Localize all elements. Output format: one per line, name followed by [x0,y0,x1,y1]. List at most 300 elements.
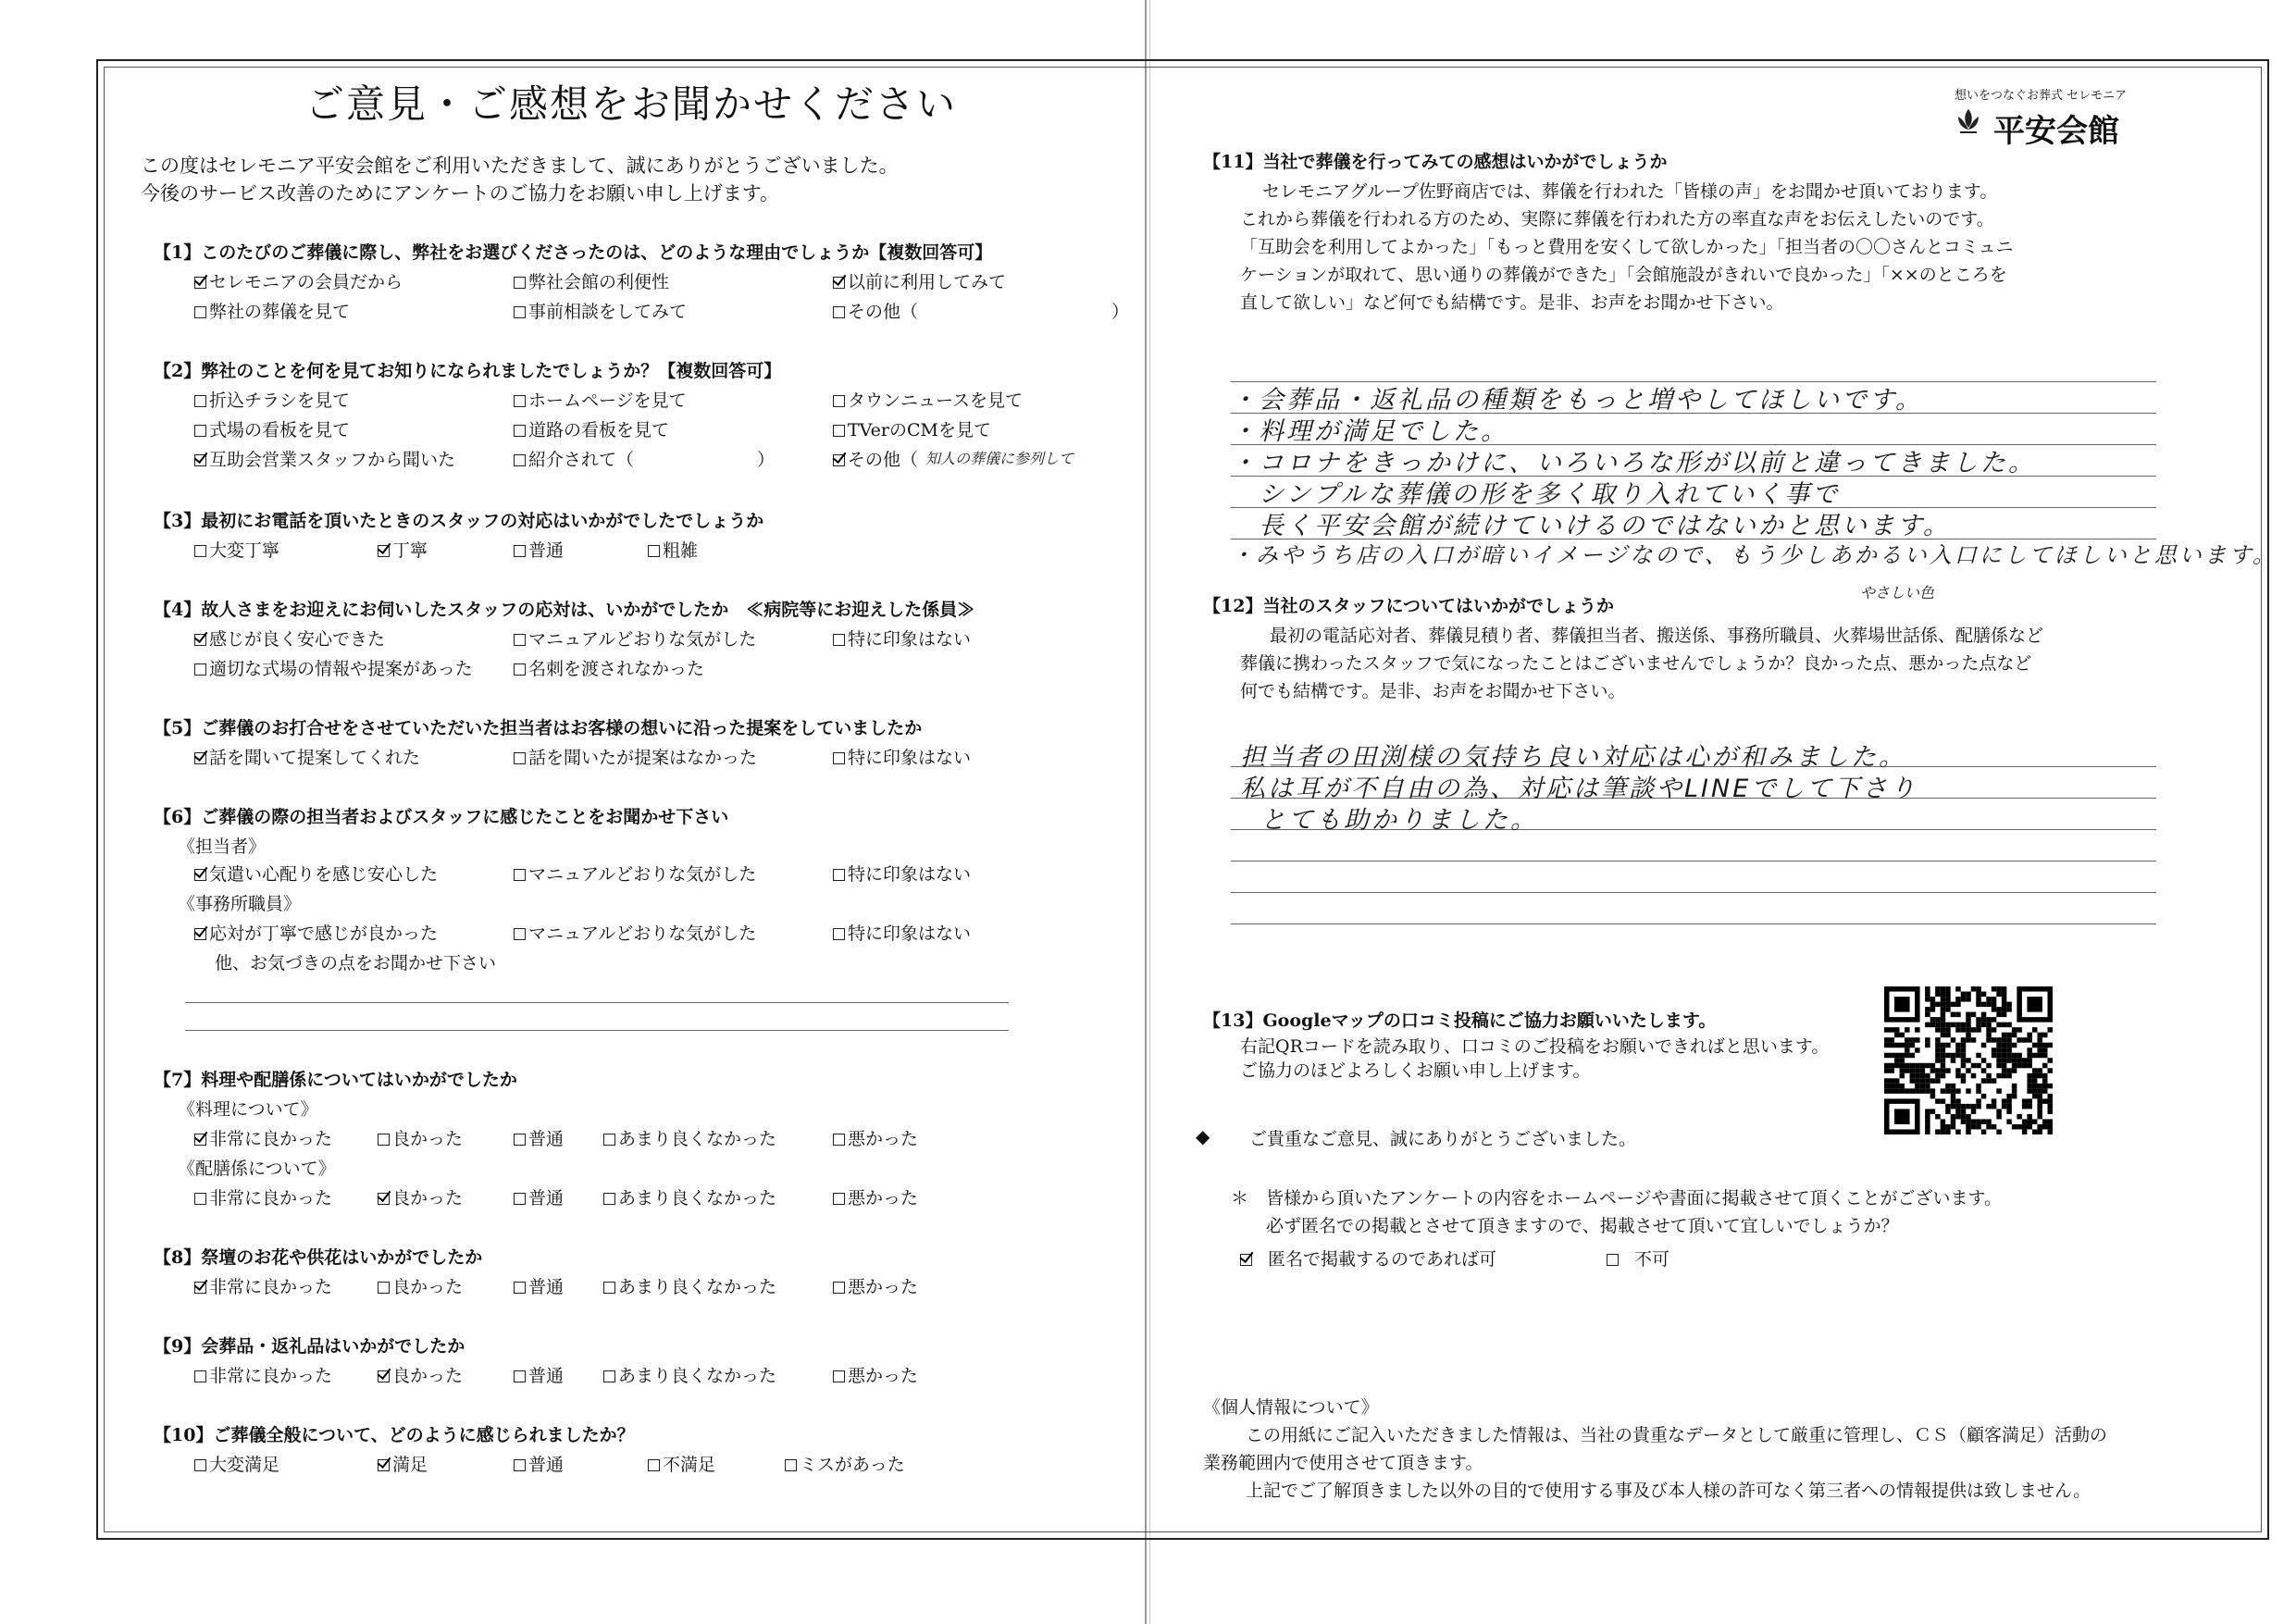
qr-code[interactable] [1884,986,2053,1134]
qr-module [1961,997,1967,1002]
q10-option-1-checkbox[interactable] [378,1459,390,1471]
qr-module [1961,1058,1967,1063]
qr-module [1945,1033,1951,1038]
q7-food-option-2-checkbox[interactable] [514,1134,526,1146]
q2-option-7[interactable] [514,446,775,471]
q10-option-3-checkbox[interactable] [648,1459,660,1471]
q8-label: 【8】祭壇のお花や供花はいかがでしたか [154,1247,483,1268]
q10-option-2[interactable] [514,1451,564,1476]
qr-module [1971,1063,1977,1069]
q7-food-option-3-checkbox[interactable] [603,1134,615,1146]
q11-handwritten-line-5: ・みやうち店の入口が暗いイメージなので、もう少しあかるい入口にしてほしいと思います。 [1231,542,2277,568]
qr-module [1992,1104,1997,1110]
publish-anonymous-label: 匿名で掲載するのであれば可 [1268,1249,1497,1270]
qr-module [2012,1124,2017,1130]
qr-module [1935,1023,1941,1028]
q1-option-5[interactable] [833,298,1129,323]
q10-option-0[interactable] [194,1451,279,1476]
q7-food-option-2[interactable] [514,1125,564,1150]
qr-module [1951,1114,1956,1120]
q6-staff-option-0-checkbox[interactable] [194,869,206,881]
qr-module [2047,1058,2053,1063]
qr-module [1945,1053,1951,1059]
qr-module [2006,1094,2012,1099]
qr-module [1992,1078,1997,1084]
qr-module [1945,1043,1951,1048]
qr-module [1941,1124,1946,1130]
q1-option-1-label: 弊社会館の利便性 [528,272,670,292]
qr-module [1971,1119,1977,1124]
q9-option-4-checkbox[interactable] [833,1370,845,1382]
q11-handwritten-line-1: ・料理が満足でした。 [1231,417,1508,446]
qr-module [1935,1053,1941,1059]
q7-serving-option-0-checkbox[interactable] [194,1193,206,1205]
q8-option-4-checkbox[interactable] [833,1282,845,1294]
q7-serving-option-1-checkbox[interactable] [378,1193,390,1205]
qr-module [1976,1053,1981,1059]
q7-serving-option-0[interactable] [194,1184,332,1209]
qr-module [1925,1109,1930,1114]
qr-module [1894,1063,1900,1069]
qr-module [2002,1068,2007,1073]
qr-module [1894,1088,1900,1094]
q2-option-2-label: タウンニュースを見て [848,391,1024,411]
q6-staff-option-1-checkbox[interactable] [514,869,526,881]
qr-module [2022,1119,2028,1124]
q5-option-2[interactable] [833,744,971,769]
qr-module [1935,1129,1941,1134]
q3-option-1-checkbox[interactable] [378,545,390,557]
q8-option-2[interactable] [514,1273,564,1298]
q7-food-option-0[interactable] [194,1125,332,1150]
qr-module [2002,986,2007,992]
q2-option-3[interactable] [194,416,350,441]
q7-serving-option-4-label: 悪かった [848,1188,919,1209]
qr-module [1951,1023,1956,1028]
qr-module [1935,1068,1941,1073]
qr-module [2002,1033,2007,1038]
q2-option-5-checkbox[interactable] [833,425,845,437]
qr-module [2002,1023,2007,1028]
q7-food-option-0-checkbox[interactable] [194,1134,206,1146]
qr-module [1890,1027,1895,1033]
qr-module [1961,1048,1967,1053]
q7-serving-option-2-checkbox[interactable] [514,1193,526,1205]
qr-module [2027,1084,2032,1089]
qr-module [2002,1058,2007,1063]
qr-module [1966,1124,1971,1130]
q8-option-4[interactable] [833,1273,918,1298]
qr-module [1890,1037,1895,1043]
qr-module [1900,1088,1905,1094]
qr-module [1986,1124,1992,1130]
q1-option-2-label: 以前に利用してみて [848,272,1007,292]
qr-module [2006,1048,2012,1053]
qr-module [1955,1043,1961,1048]
qr-module [1941,1017,1946,1023]
qr-module [1920,1088,1926,1094]
qr-module [1971,1037,1977,1043]
publish-anonymous-checkbox[interactable] [1240,1254,1252,1266]
q1-option-4-checkbox[interactable] [514,306,526,318]
q10-option-4[interactable] [785,1451,905,1476]
qr-module [1971,1109,1977,1114]
q2-option-0-label: 折込チラシを見て [209,391,351,411]
q1-option-3-checkbox[interactable] [194,306,206,318]
qr-module [1966,1033,1971,1038]
q8-option-2-label: 普通 [528,1277,565,1297]
q8-option-1-checkbox[interactable] [378,1282,390,1294]
q6-office-option-0-label: 応対が丁寧で感じが良かった [209,924,439,944]
q7-serving-option-3-label: あまり良くなかった [618,1188,777,1209]
q9-option-1[interactable] [378,1362,463,1387]
q8-option-3-checkbox[interactable] [603,1282,615,1294]
qr-module [1971,1012,1977,1018]
q9-option-3[interactable] [603,1362,776,1387]
qr-module [2022,1104,2028,1110]
q10-option-0-checkbox[interactable] [194,1459,206,1471]
q1-option-1[interactable] [514,268,669,293]
qr-module [2037,1114,2042,1120]
q7-food-option-4-label: 悪かった [848,1129,919,1149]
qr-module [1961,1078,1967,1084]
q2-option-1[interactable] [514,387,687,412]
qr-module [1945,992,1951,998]
q9-option-0[interactable] [194,1362,332,1387]
q1-option-5-checkbox[interactable] [833,306,845,318]
qr-module [1925,1078,1930,1084]
q7-serving-option-2[interactable] [514,1184,564,1209]
q7-food-option-3-label: あまり良くなかった [618,1129,777,1149]
qr-module [1996,1023,2002,1028]
q7-food-option-1-checkbox[interactable] [378,1134,390,1146]
q11-handwritten-line-3: シンプルな葬儀の形を多く取り入れていく事で [1231,480,1841,509]
qr-module [1884,1084,1890,1089]
qr-module [1905,1063,1910,1069]
qr-module [1941,1012,1946,1018]
qr-module [2037,1053,2042,1059]
qr-module [2032,1084,2038,1089]
qr-module [1905,1043,1910,1048]
q10-option-1[interactable] [378,1451,428,1476]
qr-module [1966,1119,1971,1124]
qr-module [2047,1129,2053,1134]
qr-module [1961,1023,1967,1028]
q6-staff-option-1[interactable] [514,861,756,886]
q4-option-2[interactable] [833,626,971,651]
qr-module [1915,1078,1920,1084]
qr-module [1971,986,1977,992]
lotus-icon [1955,105,1982,135]
q8-option-2-checkbox[interactable] [514,1282,526,1294]
qr-module [1905,1053,1910,1059]
q7-serving-option-4[interactable] [833,1184,918,1209]
qr-module [1955,1068,1961,1073]
q3-option-3[interactable] [648,537,698,562]
qr-module [1905,1068,1910,1073]
qr-module [1951,1098,1956,1104]
q5-option-2-checkbox[interactable] [833,752,845,764]
qr-module [2037,1094,2042,1099]
q5-option-1-checkbox[interactable] [514,752,526,764]
q9-option-2[interactable] [514,1362,564,1387]
q3-option-1-label: 丁寧 [392,540,428,561]
q11-body-line-0: セレモニアグループ佐野商店では、葬儀を行われた「皆様の声」をお聞かせ頂いております。 [1262,181,1998,202]
qr-module [1900,1033,1905,1038]
qr-module [1915,1063,1920,1069]
q4-option-1-checkbox[interactable] [514,634,526,646]
qr-module [2032,1027,2038,1033]
q6-staff-option-2[interactable] [833,861,971,886]
qr-module [2006,1007,2012,1012]
qr-module [1935,1017,1941,1023]
qr-module [1966,1104,1971,1110]
q9-option-3-checkbox[interactable] [603,1370,615,1382]
qr-module [1890,1043,1895,1048]
q8-option-3[interactable] [603,1273,776,1298]
qr-module [2037,1048,2042,1053]
qr-module [1966,1037,1971,1043]
q1-option-0-checkbox[interactable] [194,277,206,289]
q2-option-4[interactable] [514,416,669,441]
q10-option-1-label: 満足 [392,1455,428,1475]
q8-option-0-checkbox[interactable] [194,1282,206,1294]
q2-option-5[interactable] [833,416,991,441]
privacy-body-1: この用紙にご記入いただきました情報は、当社の貴重なデータとして厳重に管理し、ＣＳ（顧客満足）活動の [1246,1425,2108,1445]
qr-module [1910,1043,1916,1048]
q4-option-4[interactable] [514,655,704,680]
q2-option-3-checkbox[interactable] [194,425,206,437]
q6-office-option-0[interactable] [194,920,438,945]
qr-module [1900,1058,1905,1063]
qr-module [1935,1048,1941,1053]
q4-option-3-checkbox[interactable] [194,663,206,676]
q6-staff-option-2-checkbox[interactable] [833,869,845,881]
q5-option-0-checkbox[interactable] [194,752,206,764]
q9-option-3-label: あまり良くなかった [618,1366,777,1386]
qr-module [1955,1053,1961,1059]
q10-option-3[interactable] [648,1451,715,1476]
qr-module [2032,1119,2038,1124]
q7-serving-option-3-checkbox[interactable] [603,1193,615,1205]
q2-option-6-checkbox[interactable] [194,454,206,466]
qr-module [2022,1037,2028,1043]
q7-food-option-3[interactable] [603,1125,776,1150]
q2-option-0[interactable] [194,387,350,412]
qr-module [1945,1129,1951,1134]
q3-option-0[interactable] [194,537,279,562]
q4-option-0[interactable] [194,626,385,651]
qr-module [1925,997,1930,1002]
q2-option-0-checkbox[interactable] [194,395,206,407]
qr-module [2002,997,2007,1002]
qr-module [1981,1068,1987,1073]
q7-food-option-4-checkbox[interactable] [833,1134,845,1146]
qr-module [1986,1033,1992,1038]
qr-module [1941,1023,1946,1028]
q6-office-option-1-checkbox[interactable] [514,928,526,940]
qr-module [1986,997,1992,1002]
q7-serving-option-1[interactable] [378,1184,463,1209]
publish-no-checkbox[interactable] [1607,1254,1619,1266]
publish-no-label: 不可 [1634,1249,1670,1270]
q10-option-4-checkbox[interactable] [785,1459,797,1471]
q1-option-3[interactable] [194,298,350,323]
qr-module [1961,1043,1967,1048]
q6-staff-option-1-label: マニュアルどおりな気がした [528,864,757,885]
q2-option-4-checkbox[interactable] [514,425,526,437]
qr-module [2042,1033,2048,1038]
q6-office-option-2-checkbox[interactable] [833,928,845,940]
qr-module [1925,1129,1930,1134]
q7-food-option-4[interactable] [833,1125,918,1150]
qr-module [1910,1053,1916,1059]
qr-module [1986,1027,1992,1033]
qr-module [1981,1012,1987,1018]
q8-option-1-label: 良かった [392,1277,464,1297]
qr-module [2002,1053,2007,1059]
qr-module [1971,1073,1977,1079]
qr-module [1996,992,2002,998]
qr-module [1961,1027,1967,1033]
thanks-message: ご貴重なご意見、誠にありがとうございました。 [1249,1129,1637,1149]
qr-module [2012,1084,2017,1089]
qr-module [1986,1063,1992,1069]
q6-staff-option-0-label: 気遣い心配りを感じ安心した [209,864,439,885]
q5-option-0[interactable] [194,744,420,769]
qr-module [2012,1033,2017,1038]
q1-option-2-checkbox[interactable] [833,277,845,289]
qr-module [1910,1088,1916,1094]
qr-module [1925,1124,1930,1130]
qr-module [1890,1063,1895,1069]
qr-module [1894,1084,1900,1089]
q4-option-3[interactable] [194,655,473,680]
qr-module [1951,1084,1956,1089]
q1-option-3-label: 弊社の葬儀を見て [209,302,351,322]
q7-food-option-0-label: 非常に良かった [209,1129,333,1149]
qr-module [1900,1053,1905,1059]
qr-module [1976,992,1981,998]
qr-module [2047,1094,2053,1099]
q2-option-2[interactable] [833,387,1023,412]
q7-food-option-1[interactable] [378,1125,463,1150]
publish-option-anonymous[interactable] [1240,1246,1496,1271]
qr-module [2032,1053,2038,1059]
q1-option-2[interactable] [833,268,1006,293]
q3-option-3-checkbox[interactable] [648,545,660,557]
q2-option-6[interactable] [194,446,455,471]
q6-office-option-2-label: 特に印象はない [848,924,972,944]
q6-staff-option-0[interactable] [194,861,438,886]
qr-module [1996,1053,2002,1059]
q6-office-option-0-checkbox[interactable] [194,928,206,940]
q2-option-8-label: その他（ [848,450,919,470]
qr-module [1910,1063,1916,1069]
q4-option-0-checkbox[interactable] [194,634,206,646]
qr-module [1992,1007,1997,1012]
qr-module [1986,1017,1992,1023]
q4-option-4-checkbox[interactable] [514,663,526,676]
q1-option-0[interactable] [194,268,403,293]
qr-module [1941,1007,1946,1012]
qr-module [1935,1027,1941,1033]
q9-option-0-checkbox[interactable] [194,1370,206,1382]
qr-module [2047,1109,2053,1114]
q9-option-4[interactable] [833,1362,918,1387]
q2-option-8-checkbox[interactable] [833,454,845,466]
q12-handwritten-line-2: とても助かりました。 [1260,806,1538,835]
publish-star: ＊ [1231,1188,1249,1209]
qr-module [2037,1098,2042,1104]
q8-option-0[interactable] [194,1273,332,1298]
q7-serving-option-3[interactable] [603,1184,776,1209]
q3-option-0-checkbox[interactable] [194,545,206,557]
qr-module [1930,1088,1936,1094]
publish-option-no[interactable] [1607,1246,1669,1271]
qr-module [2047,1104,2053,1110]
q9-option-2-checkbox[interactable] [514,1370,526,1382]
qr-module [1961,1037,1967,1043]
q6-office-option-1[interactable] [514,920,756,945]
q7-serving-option-4-checkbox[interactable] [833,1193,845,1205]
q4-option-2-checkbox[interactable] [833,634,845,646]
q1-option-4[interactable] [514,298,687,323]
q2-option-1-checkbox[interactable] [514,395,526,407]
q1-option-1-checkbox[interactable] [514,277,526,289]
q3-option-2-checkbox[interactable] [514,545,526,557]
q8-option-1[interactable] [378,1273,463,1298]
qr-module [1945,1068,1951,1073]
q2-option-8[interactable] [833,446,918,471]
qr-module [2012,1094,2017,1099]
q10-option-2-checkbox[interactable] [514,1459,526,1471]
qr-module [1961,1114,1967,1120]
qr-module [1900,1084,1905,1089]
qr-module [2027,1119,2032,1124]
qr-module [1894,1027,1900,1033]
qr-module [1951,1124,1956,1130]
qr-module [1910,1068,1916,1073]
privacy-body-3: 上記でご了解頂きました以外の目的で使用する事及び本人様の許可なく第三者への情報提供は致しません。 [1246,1481,2091,1501]
q9-option-1-checkbox[interactable] [378,1370,390,1382]
qr-module [2012,1058,2017,1063]
q2-option-7-checkbox[interactable] [514,454,526,466]
q5-option-1[interactable] [514,744,757,769]
q6-office-option-2[interactable] [833,920,971,945]
q11-body-line-3: ケーションが取れて、思い通りの葬儀ができた」「会館施設がきれいで良かった」「××のところを [1240,265,2007,285]
q7-food-option-2-label: 普通 [528,1129,565,1149]
q2-option-2-checkbox[interactable] [833,395,845,407]
qr-module [1930,1078,1936,1084]
q3-option-1[interactable] [378,537,428,562]
q4-option-1[interactable] [514,626,756,651]
q13-body-2: ご協力のほどよろしくお願い申し上げます。 [1240,1060,1591,1081]
q3-option-2[interactable] [514,537,564,562]
qr-module [1955,1027,1961,1033]
qr-module [2047,1124,2053,1130]
qr-module [2037,1109,2042,1114]
qr-module [1941,1027,1946,1033]
qr-module [2002,1012,2007,1018]
intro-line-2: 今後のサービス改善のためにアンケートのご協力をお願い申し上げます。 [141,182,780,205]
qr-module [1941,1068,1946,1073]
qr-module [1930,1063,1936,1069]
qr-module [1930,1109,1936,1114]
qr-module [1976,1084,1981,1089]
qr-module [1996,1058,2002,1063]
q9-option-0-label: 非常に良かった [209,1366,333,1386]
